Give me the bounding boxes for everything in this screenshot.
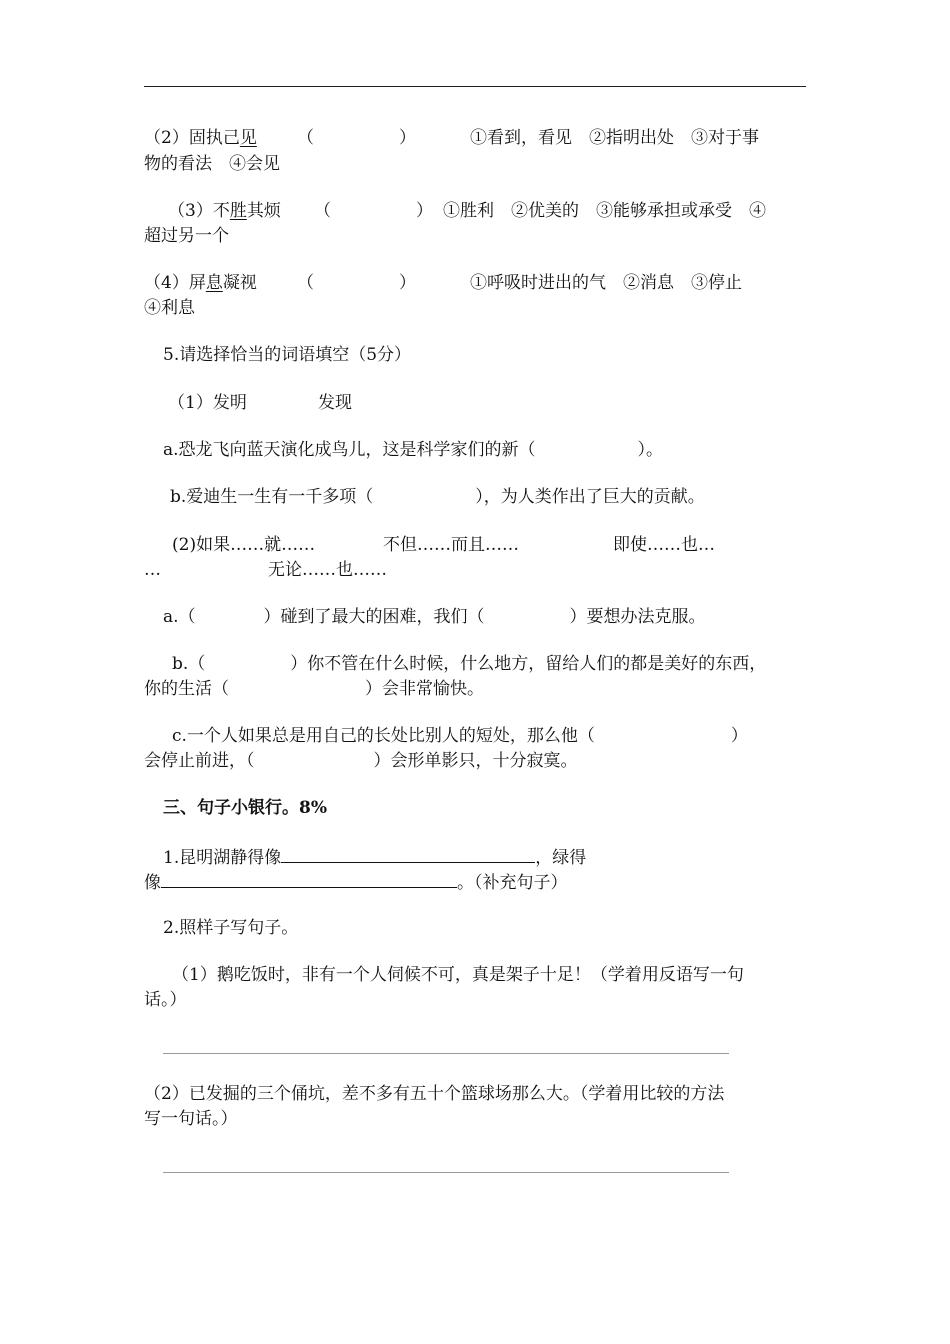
- q5-part2-sentence-a[interactable]: a.（ ）碰到了最大的困难，我们（ ）要想办法克服。: [163, 607, 706, 627]
- q5-part1-sentence-b[interactable]: b.爱迪生一生有一千多项（ ），为人类作出了巨大的贡献。: [170, 487, 705, 507]
- q5-part2-conj-3-cont: …: [144, 560, 161, 580]
- q5-part2-sentence-c-line2[interactable]: 会停止前进，（ ）会形单影只，十分寂寞。: [144, 751, 578, 771]
- q4-item3-options: ①胜利 ②优美的 ③能够承担或承受 ④: [443, 201, 766, 221]
- q4-item2-underlined-char: 见: [239, 128, 257, 148]
- q5-part2-conj-1: (2)如果……就……: [172, 535, 316, 555]
- section3-q1-cont: 像: [144, 873, 161, 893]
- section3-q1-blank-1[interactable]: [281, 844, 535, 863]
- q4-item4-options-cont: ④利息: [144, 298, 195, 318]
- q5-title: 5.请选择恰当的词语填空（5分）: [163, 345, 412, 365]
- section3-q2-s1-line1: （1）鹅吃饭时，非有一个人伺候不可，真是架子十足！（学着用反语写一句: [172, 965, 744, 985]
- section3-q1-line2: [144, 869, 568, 896]
- q4-item3-options-cont: 超过另一个: [144, 226, 229, 246]
- q5-part2-sentence-c-line1[interactable]: c.一个人如果总是用自己的长处比别人的短处，那么他（ ）: [172, 726, 748, 746]
- header-rule: [144, 86, 806, 87]
- section3-q2-title: 2.照样子写句子。: [163, 918, 299, 938]
- q4-item2-word: [144, 126, 257, 151]
- q4-item2-answer-paren[interactable]: （ ）: [297, 128, 416, 148]
- section3-q2-s2-answer-line[interactable]: [163, 1172, 729, 1173]
- section3-q1-suffix: 。（补充句子）: [457, 873, 568, 893]
- q4-item4-options: ①呼吸时进出的气 ②消息 ③停止: [470, 273, 742, 293]
- q4-item4-word: [144, 271, 257, 296]
- section3-q2-s2-line2: 写一句话。）: [144, 1109, 238, 1129]
- q5-part2-conj-4: 无论……也……: [268, 560, 387, 580]
- section3-q1-line1: [163, 844, 586, 871]
- q4-item4-answer-paren[interactable]: （ ）: [297, 273, 416, 293]
- q4-item2-options-cont: 物的看法 ④会见: [144, 154, 280, 174]
- q4-item3-suffix: 其烦: [246, 201, 281, 221]
- q4-item3-prefix: （3）不: [168, 201, 230, 221]
- q4-item4-suffix: 凝视: [222, 273, 257, 293]
- section3-title: 三、句子小银行。8%: [163, 798, 327, 818]
- q5-part1-sentence-a[interactable]: a.恐龙飞向蓝天演化成鸟儿，这是科学家们的新（ ）。: [163, 440, 664, 460]
- q5-part2-conj-2: 不但……而且……: [383, 535, 519, 555]
- q4-item2-options: ①看到，看见 ②指明出处 ③对于事: [470, 128, 759, 148]
- section3-q1-blank-2[interactable]: [161, 869, 457, 888]
- q5-part1-word-b: 发现: [318, 393, 352, 413]
- section3-q2-s1-line2: 话。）: [144, 990, 187, 1010]
- q4-item4-underlined-char: 息: [205, 273, 223, 293]
- section3-q2-s2-line1: （2）已发掘的三个俑坑，差不多有五十个篮球场那么大。（学着用比较的方法: [144, 1084, 725, 1104]
- section3-q1-middle: ，绿得: [535, 848, 587, 868]
- q4-item4-prefix: （4）屏: [144, 273, 206, 293]
- q5-part2-sentence-b-line2[interactable]: 你的生活（ ）会非常愉快。: [144, 679, 484, 699]
- q4-item3-word: [168, 199, 281, 224]
- q5-part2-sentence-b-line1[interactable]: b.（ ）你不管在什么时候，什么地方，留给人们的都是美好的东西，: [172, 654, 767, 674]
- q5-part1-word-a: （1）发明: [168, 393, 247, 413]
- section3-q1-prefix: 1.昆明湖静得像: [163, 848, 282, 868]
- q4-item3-answer-paren[interactable]: （ ）: [314, 201, 433, 221]
- q4-item2-prefix: （2）固执己: [144, 128, 240, 148]
- q5-part2-conj-3: 即使……也…: [613, 535, 715, 555]
- q4-item3-underlined-char: 胜: [229, 201, 247, 221]
- section3-q2-s1-answer-line[interactable]: [163, 1053, 729, 1054]
